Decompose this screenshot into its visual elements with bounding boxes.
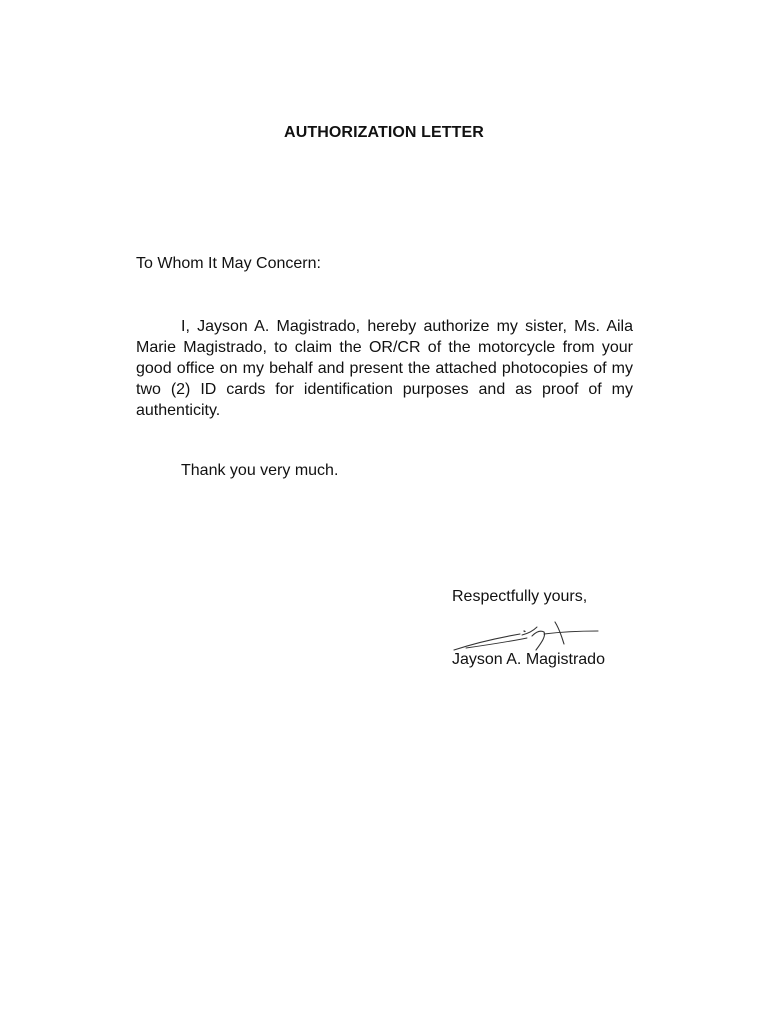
salutation: To Whom It May Concern: xyxy=(136,255,321,272)
body-paragraph: I, Jayson A. Magistrado, hereby authorize my sister, Ms. Aila Marie Magistrado, to claim the OR/CR of the motorcycle from your good office on my behalf and present the attached photocopies of my two (2) ID cards for identification purposes and as proof of my authenticity. xyxy=(136,318,633,419)
signer-name: Jayson A. Magistrado xyxy=(452,651,605,668)
closing-line: Respectfully yours, xyxy=(452,588,588,605)
thanks-line: Thank you very much. xyxy=(181,462,339,479)
letter-title: AUTHORIZATION LETTER xyxy=(284,124,484,141)
